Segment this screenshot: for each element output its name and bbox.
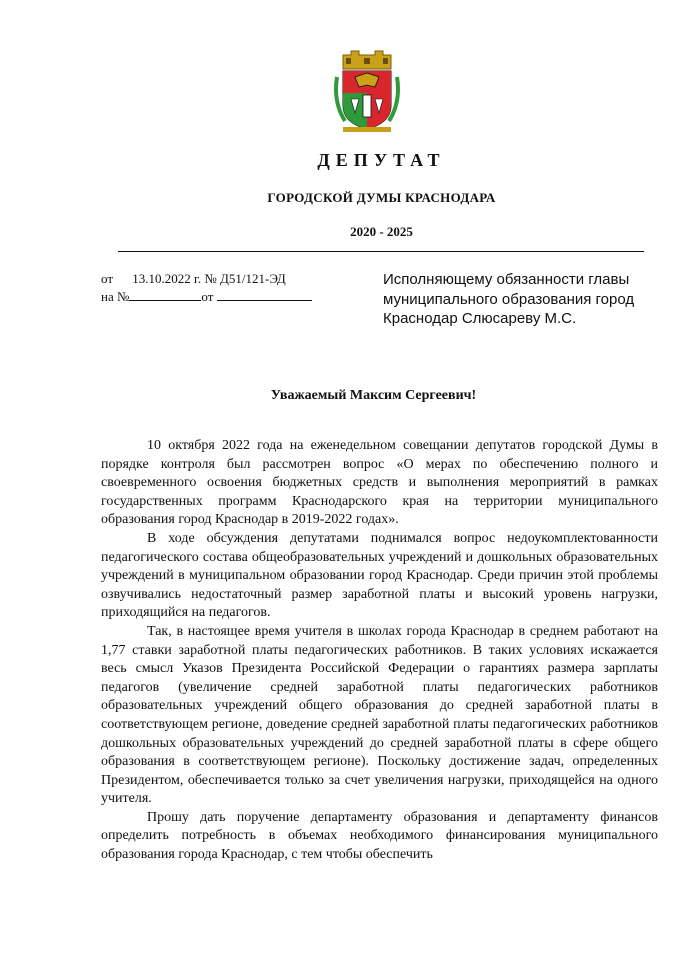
body-paragraph: 10 октября 2022 года на еженедельном совещании депутатов городской Думы в порядке контроля был рассмотрен вопрос «О мерах по обеспечению полного и своевременного освоения бюджетных средств и выполнения мероприятий в рамках государственных программ Краснодарского края на территории муниципального образования город Краснодар в 2019-2022 годах». [101,438,658,528]
date-number: 13.10.2022 г. № Д51/121-ЭД [132,271,286,286]
ref-from-label: от [201,289,214,304]
krasnodar-coat-of-arms-icon [331,47,403,133]
ref-label: на № [101,289,130,304]
body-paragraph: Так, в настоящее время учителя в школах города Краснодар в среднем работают на 1,77 ставки заработной платы педагогических работников. В таких условиях искажается весь смысл Указов Президента Российской Федерации о гарантиях размера зарплаты педагогов (увеличение средней заработной платы педагогических работников образовательных учреждений общего образования до средней заработной платы в соответствующем регионе, доведение средней заработной платы педагогических работников дошкольных образовательных учреждений до средней заработной платы в сфере общего образования в соответствующем регионе). Поскольку достижение задач, определенных Президентом, обеспечивается только за счет увеличения нагрузки, приходящейся на одного учителя. [101,623,658,807]
header-divider [118,251,644,252]
ref-date-blank [217,287,312,301]
document-title: ДЕПУТАТ [317,150,446,170]
addressee-line: муниципального образования город [383,290,635,308]
body-paragraph: В ходе обсуждения депутатами поднимался вопрос недоукомплектованности педагогического состава общеобразовательных учреждений и дошкольных образовательных учреждений в муниципальном образовании город Краснодар. Среди причин этой проблемы озвучивались недостаточный размер заработной платы и высокий уровень нагрузки, приходящийся на педагогов. [101,530,658,621]
term-years: 2020 - 2025 [350,224,413,239]
incoming-ref [101,287,312,305]
from-label: от [101,271,114,286]
letter-body [101,437,658,865]
greeting: Уважаемый Максим Сергеевич! [270,388,477,403]
addressee-block [383,270,663,329]
document-subtitle: ГОРОДСКОЙ ДУМЫ КРАСНОДАРА [267,190,496,205]
addressee-line: Краснодар Слюсареву М.С. [383,310,577,327]
body-paragraph: Прошу дать поручение департаменту образования и департаменту финансов определить потребность в объемах необходимого финансирования муниципального образования города Краснодар, с тем чтобы обеспечить [101,809,658,863]
outgoing-ref [101,270,286,287]
addressee-line: Исполняющему обязанности главы [383,271,630,288]
ref-number-blank [129,287,201,301]
